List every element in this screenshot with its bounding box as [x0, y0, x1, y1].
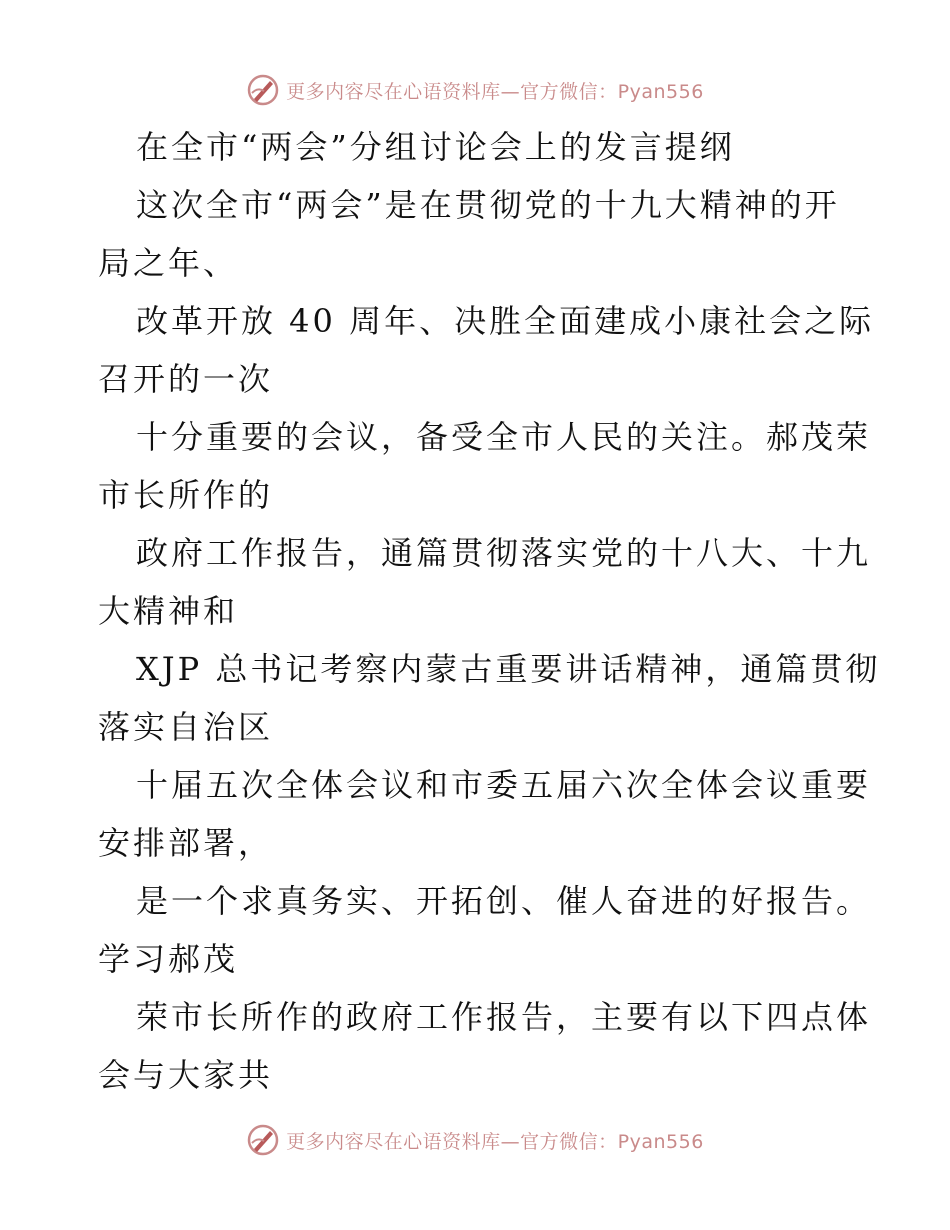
paragraph-line: 安排部署，: [98, 824, 274, 862]
paragraph-line: 是一个求真务实、开拓创、催人奋进的好报告。: [136, 882, 872, 920]
paragraph-line: 会与大家共: [98, 1056, 274, 1094]
document-title: 在全市“两会”分组讨论会上的发言提纲: [136, 128, 735, 166]
footer-watermark: [0, 1120, 950, 1160]
paragraph-line: 大精神和: [98, 592, 239, 630]
paragraph-line: 局之年、: [98, 244, 239, 282]
header-watermark: [0, 70, 950, 110]
paragraph-line: 落实自治区: [98, 708, 274, 746]
watermark-text: 更多内容尽在心语资料库—官方微信：Pyan556: [286, 1130, 704, 1153]
quill-logo-icon: [246, 73, 280, 107]
watermark-text: 更多内容尽在心语资料库—官方微信：Pyan556: [286, 80, 704, 103]
quill-logo-icon: [246, 1123, 280, 1157]
paragraph-line: 荣市长所作的政府工作报告，主要有以下四点体: [136, 998, 872, 1036]
document-body: [98, 118, 881, 1104]
paragraph-line: 学习郝茂: [98, 940, 239, 978]
paragraph-line: 召开的一次: [98, 360, 274, 398]
paragraph-line: 改革开放 40 周年、决胜全面建成小康社会之际: [136, 302, 875, 340]
paragraph-line: 政府工作报告，通篇贯彻落实党的十八大、十九: [136, 534, 872, 572]
paragraph-line: 十分重要的会议，备受全市人民的关注。郝茂荣: [136, 418, 872, 456]
paragraph-line: 这次全市“两会”是在贯彻党的十九大精神的开: [136, 186, 840, 224]
paragraph-line: 十届五次全体会议和市委五届六次全体会议重要: [136, 766, 872, 804]
paragraph-line: XJP 总书记考察内蒙古重要讲话精神，通篇贯彻: [136, 650, 881, 688]
paragraph-line: 市长所作的: [98, 476, 274, 514]
